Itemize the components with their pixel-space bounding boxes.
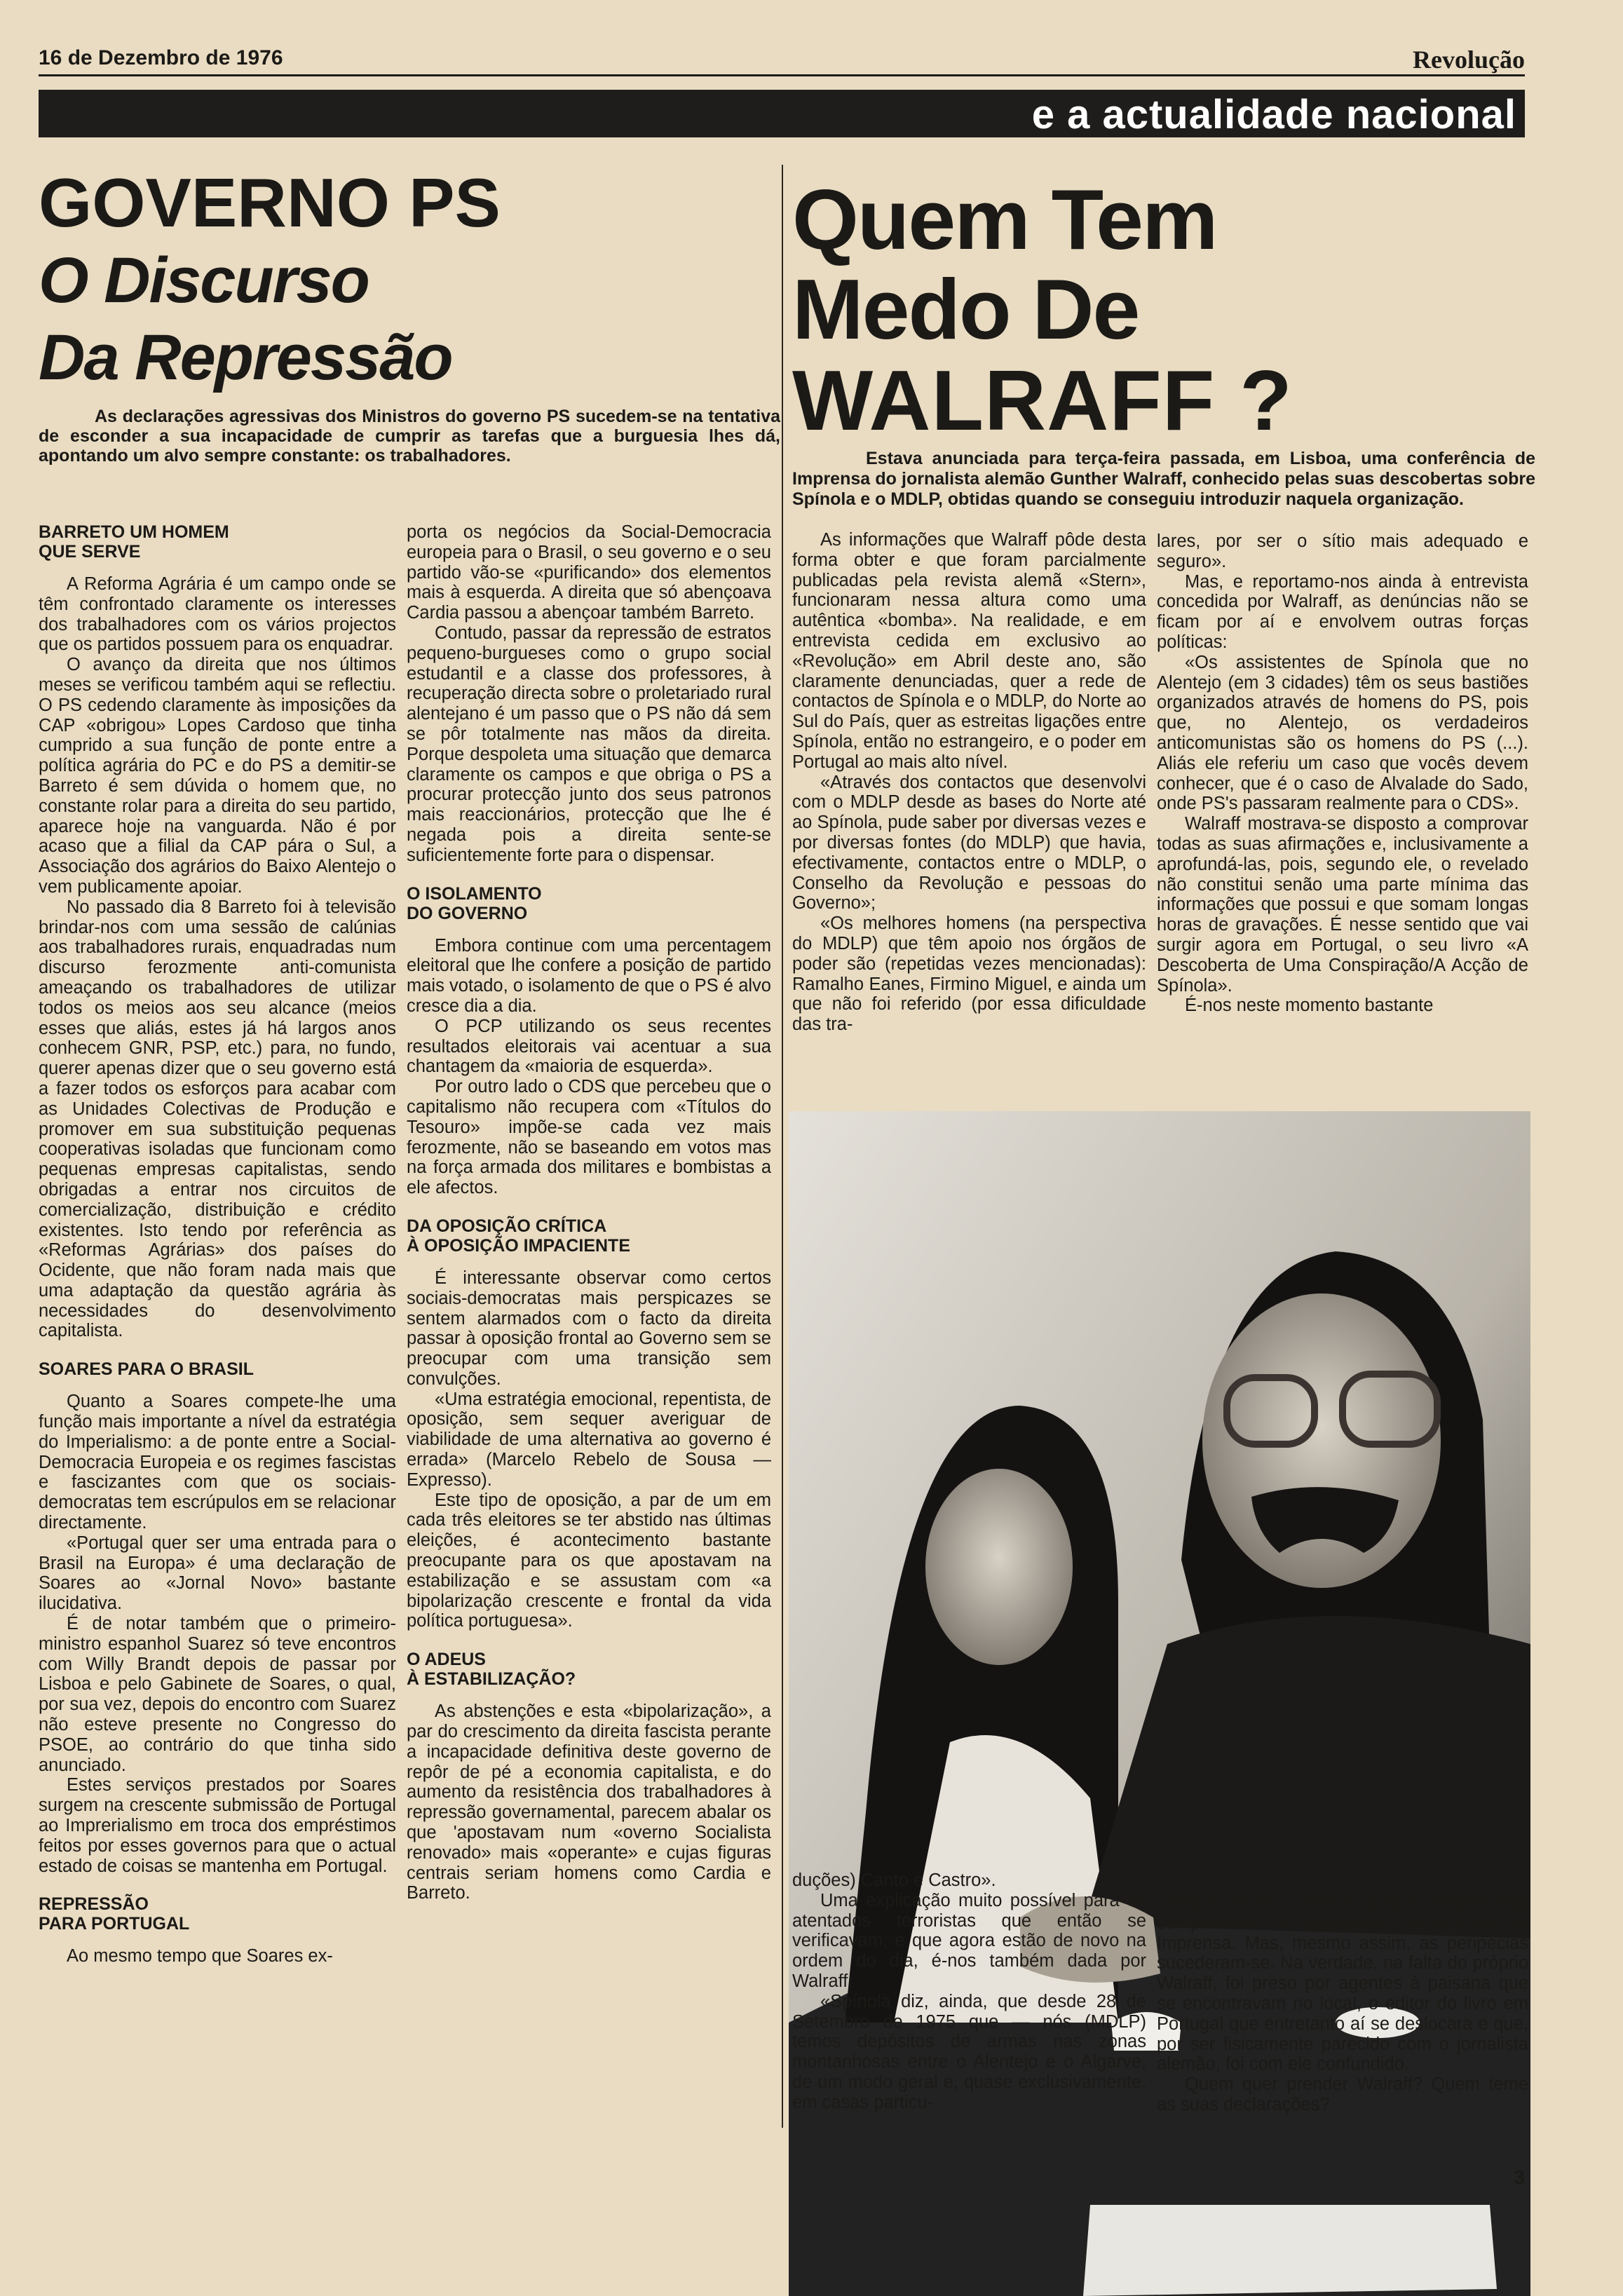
right-column-1-top: [792, 530, 1146, 1035]
paragraph: Uma explicação muito possível para os atentados terroristas que então se verificavam, e que agora estão de novo na ordem do dia, é-nos também dada por Walraff:: [792, 1890, 1146, 1991]
paragraph: É interessante observar como certos sociais-democratas mais perspicazes se sentem alarmados com o facto da direita passar à oposição frontal ao Governo sem se preocupar com uma transição sem convulções.: [407, 1268, 771, 1389]
subheading: O ISOLAMENTO DO GOVERNO: [407, 883, 542, 923]
paragraph: compreensível o motivo porque Walraff não compareceu na anunciada conferência de Imprensa. Mas, mesmo assim, as peripécias sucederam-se. Na verdade, na falta do próprio Walraff, foi preso por agentes à paisana que se encontravam no local, o editor do livro em Portugal que entretanto aí se deslocara e que, por ser fisicamente parecido com o jornalista alemão, foi com ele confundido.: [1157, 1893, 1528, 2074]
subheading: O ADEUS À ESTABILIZAÇÃO?: [407, 1650, 576, 1690]
left-headline-2: O Discurso: [39, 245, 369, 316]
paragraph: O PCP utilizando os seus recentes resultados eleitorais vai acentuar a sua chantagem da «maioria de esquerda».: [407, 1016, 771, 1077]
right-column-1-bottom: [792, 1870, 1146, 2113]
issue-date: 16 de Dezembro de 1976: [39, 46, 283, 69]
left-lead: As declarações agressivas dos Ministros do governo PS sucedem-se na tentativa de esconder a sua incapacidade de cumprir as tarefas que a burguesia lhes dá, apontando um alvo sempre constante: os trabalhadores.: [39, 407, 780, 466]
right-headline-1: Quem Tem: [792, 172, 1217, 267]
paragraph: porta os negócios da Social-Democracia europeia para o Brasil, o seu governo e o seu partido vão-se «purificando» dos elementos mais à esquerda. A direita que só abençoava Cardia passou a abençoar também Barreto.: [407, 522, 771, 623]
paragraph: A Reforma Agrária é um campo onde se têm confrontado claramente os interesses dos trabalhadores com os vários projectos que os partidos possuem para os enquadrar.: [39, 574, 396, 655]
left-headline-3: Da Repressão: [39, 322, 452, 393]
paragraph: «Através dos contactos que desenvolvi com o MDLP desde as bases do Norte até ao Spínola, pude saber por diversas vezes e por diversas fontes (do MDLP) que havia, efectivamente, contactos entre o MDLP, o Conselho da Revolução e pessoas do Governo»;: [792, 772, 1146, 913]
section-band-label: e a actualidade nacional: [1031, 92, 1516, 137]
right-headline-3: WALRAFF ?: [792, 353, 1293, 448]
subheading: SOARES PARA O BRASIL: [39, 1359, 254, 1380]
column-divider: [782, 165, 783, 2128]
paragraph: Por outro lado o CDS que percebeu que o capitalismo não recupera com «Títulos do Tesouro» impõe-se cada vez mais ferozmente, não se baseando em votos mas na força armada dos militares e bombistas a ele afectos.: [407, 1077, 771, 1198]
paragraph: duções) Canto e Castro».: [792, 1870, 996, 1890]
walraff-photo: [789, 1111, 1530, 2296]
left-column-2: [407, 522, 771, 1903]
paragraph: As abstenções e esta «bipolarização», a par do crescimento da direita fascista perante a incapacidade definitiva deste governo de repôr de pé a economia capitalista, e do aumento da resistência dos trabalhadores à repressão governamental, parecem abalar os que 'apostavam num «overno Socialista renovado» mais «operante» e cujas figuras centrais seriam homens como Cardia e Barreto.: [407, 1701, 771, 1903]
page-number: 3: [1514, 2166, 1525, 2188]
paragraph: «Uma estratégia emocional, repentista, de oposição, sem sequer averiguar de viabilidade de uma alternativa ao governo é errada» (Marcelo Rebelo de Sousa — Expresso).: [407, 1389, 771, 1490]
paragraph: Embora continue com uma percentagem eleitoral que lhe confere a posição de partido mais votado, o isolamento de que o PS é alvo cresce dia a dia.: [407, 935, 771, 1016]
paragraph: É-nos neste momento bastante: [1185, 996, 1434, 1016]
subheading: REPRESSÃO PARA PORTUGAL: [39, 1894, 190, 1934]
paragraph: Estes serviços prestados por Soares surgem na crescente submissão de Portugal ao Imprerialismo em troca dos empréstimos feitos por esses governos para que o actual estado de coisas se mantenha em Portugal.: [39, 1775, 396, 1876]
right-headline-2: Medo De: [792, 261, 1139, 357]
paragraph: No passado dia 8 Barreto foi à televisão brindar-nos com uma sessão de calúnias aos trabalhadores rurais, enquadradas num discurso ferozmente anti-comunista ameaçando os trabalhadores de utilizar todos os meios aos seu alcance (meios esses que aliás, estes já há largos anos conhecem GNR, PSP, etc.) para, no fundo, querer apenas dizer que o seu governo está a fazer todos os esforços para acabar com as Unidades Colectivas de Produção e promover em sua substituição pequenas cooperativas isoladas que funcionam como pequenas empresas capitalistas, sendo obrigadas a entrar nos circuitos de comercialização, distribuição e crédito existentes. Isto tendo por referência as «Reformas Agrárias» dos países do Ocidente, que não foram nada mais que uma adaptação da questão agrária às necessidades do desenvolvimento capitalista.: [39, 897, 396, 1341]
header-rule: [39, 74, 1525, 76]
paragraph: Ao mesmo tempo que Soares ex-: [67, 1946, 333, 1966]
subheading: DA OPOSIÇÃO CRÍTICA À OPOSIÇÃO IMPACIENTE: [407, 1216, 631, 1256]
paragraph: As informações que Walraff pôde desta forma obter e que foram parcialmente publicadas pela revista alemã «Stern», funcionaram nessa altura como uma autêntica «bomba». Na realidade, e em entrevista cedida em exclusivo ao «Revolução» em Abril deste ano, são claramente denunciadas, quer a rede de contactos de Spínola e o MDLP, do Norte ao Sul do País, quer as estreitas ligações entre Spínola, então no estrangeiro, e o poder em Portugal ao mais alto nível.: [792, 530, 1146, 772]
paragraph: Quem quer prender Walraff? Quem teme as suas declarações?: [1157, 2074, 1528, 2114]
newspaper-name: Revolução: [1413, 46, 1525, 74]
paragraph: Contudo, passar da repressão de estratos pequeno-burgueses como o grupo social estudantil e a classe dos professores, à recuperação directa sobre o proletariado rural alentejano é um passo que o PS não dá sem se pôr totalmente nas mãos da direita. Porque despoleta uma situação que demarca claramente os campos e que obriga o PS a procurar protecção junto dos seus patronos mais reaccionários, protecção que lhe é negada pois a direita sente-se suficientemente forte para o dispensar.: [407, 623, 771, 865]
paragraph: É de notar também que o primeiro-ministro espanhol Suarez só teve encontros com Willy Brandt depois de passar por Lisboa e pelo Gabinete de Soares, o qual, por sua vez, depois do encontro com Suarez não esteve presente no Congresso do PSOE, ao contrário do que tinha sido anunciado.: [39, 1614, 396, 1775]
left-headline-1: GOVERNO PS: [39, 164, 501, 241]
paragraph: «Portugal quer ser uma entrada para o Brasil na Europa» é uma declaração de Soares ao «Jornal Novo» bastante ilucidativa.: [39, 1533, 396, 1614]
paragraph: Walraff mostrava-se disposto a comprovar todas as suas afirmações e, inclusivamente a aprofundá-las, pois, segundo ele, o revelado não constitui senão uma parte mínima das informações que possui e que somam longas horas de gravações. É nesse sentido que vai surgir agora em Portugal, o seu livro «A Descoberta de Uma Conspiração/A Acção de Spínola».: [1157, 814, 1528, 996]
right-column-2-bottom: [1157, 1893, 1528, 2115]
paragraph: Este tipo de oposição, a par de um em cada três eleitores se ter abstido nas últimas eleições, é acontecimento bastante preocupante para os que apostavam na estabilização e se assustam com «a bipolarização crescente e frontal da vida política portuguesa».: [407, 1490, 771, 1631]
section-band: [39, 90, 1525, 137]
paragraph: lares, por ser o sítio mais adequado e seguro».: [1157, 531, 1528, 571]
paragraph: Quanto a Soares compete-lhe uma função mais importante a nível da estratégia do Imperialismo: a de ponte entre a Social-Democracia Europeia e os regimes fascistas e fascizantes com que os sociais-democratas tem escrúpulos em se relacionar directamente.: [39, 1392, 396, 1533]
paragraph: «Os assistentes de Spínola que no Alentejo (em 3 cidades) têm os seus bastiões organizados através de homens do PS, pois que, no Alentejo, os verdadeiros anticomunistas são os homens do PS (...). Aliás ele referiu um caso que vocês devem conhecer, que é o caso de Alvalade do Sado, onde PS's passaram realmente para o CDS».: [1157, 652, 1528, 814]
left-column-1: [39, 522, 396, 1966]
paragraph: Mas, e reportamo-nos ainda à entrevista concedida por Walraff, as denúncias não se ficam por aí e envolvem outras forças políticas:: [1157, 571, 1528, 652]
paragraph: «Os melhores homens (na perspectiva do MDLP) que têm apoio nos órgãos de poder são (repetidas vezes mencionadas): Ramalho Eanes, Firmino Miguel, e ainda um que não foi referido (por essa dificuldade das tra-: [792, 913, 1146, 1035]
right-lead: Estava anunciada para terça-feira passada, em Lisboa, uma conferência de Imprensa do jornalista alemão Gunther Walraff, conhecido pelas suas descobertas sobre Spínola e o MDLP, obtidas quando se conseguiu introduzir naquela organização.: [792, 449, 1535, 509]
paragraph: «Spínola diz, ainda, que desde 28 de Setembro de 1975 que — nós (MDLP) temos depósitos de armas nas zonas montanhosas entre o Alentejo e o Algarve, de um modo geral e, quase exclusivamente, em casas particu-: [792, 1991, 1146, 2112]
paragraph: O avanço da direita que nos últimos meses se verificou também aqui se reflectiu. O PS cedendo claramente às imposições da CAP «obrigou» Lopes Cardoso que tinha cumprido a sua função de ponte entre a política agrária do PC e do PS a demitir-se Barreto é sem dúvida o homem que, no constante rolar para a direita do seu partido, aparece hoje na vanguarda. Não é por acaso que a filial da CAP pára o Sul, a Associação dos agrários do Baixo Alentejo o vem publicamente apoiar.: [39, 655, 396, 897]
right-column-2-top: [1157, 531, 1528, 1016]
subheading: BARRETO UM HOMEM QUE SERVE: [39, 522, 229, 562]
